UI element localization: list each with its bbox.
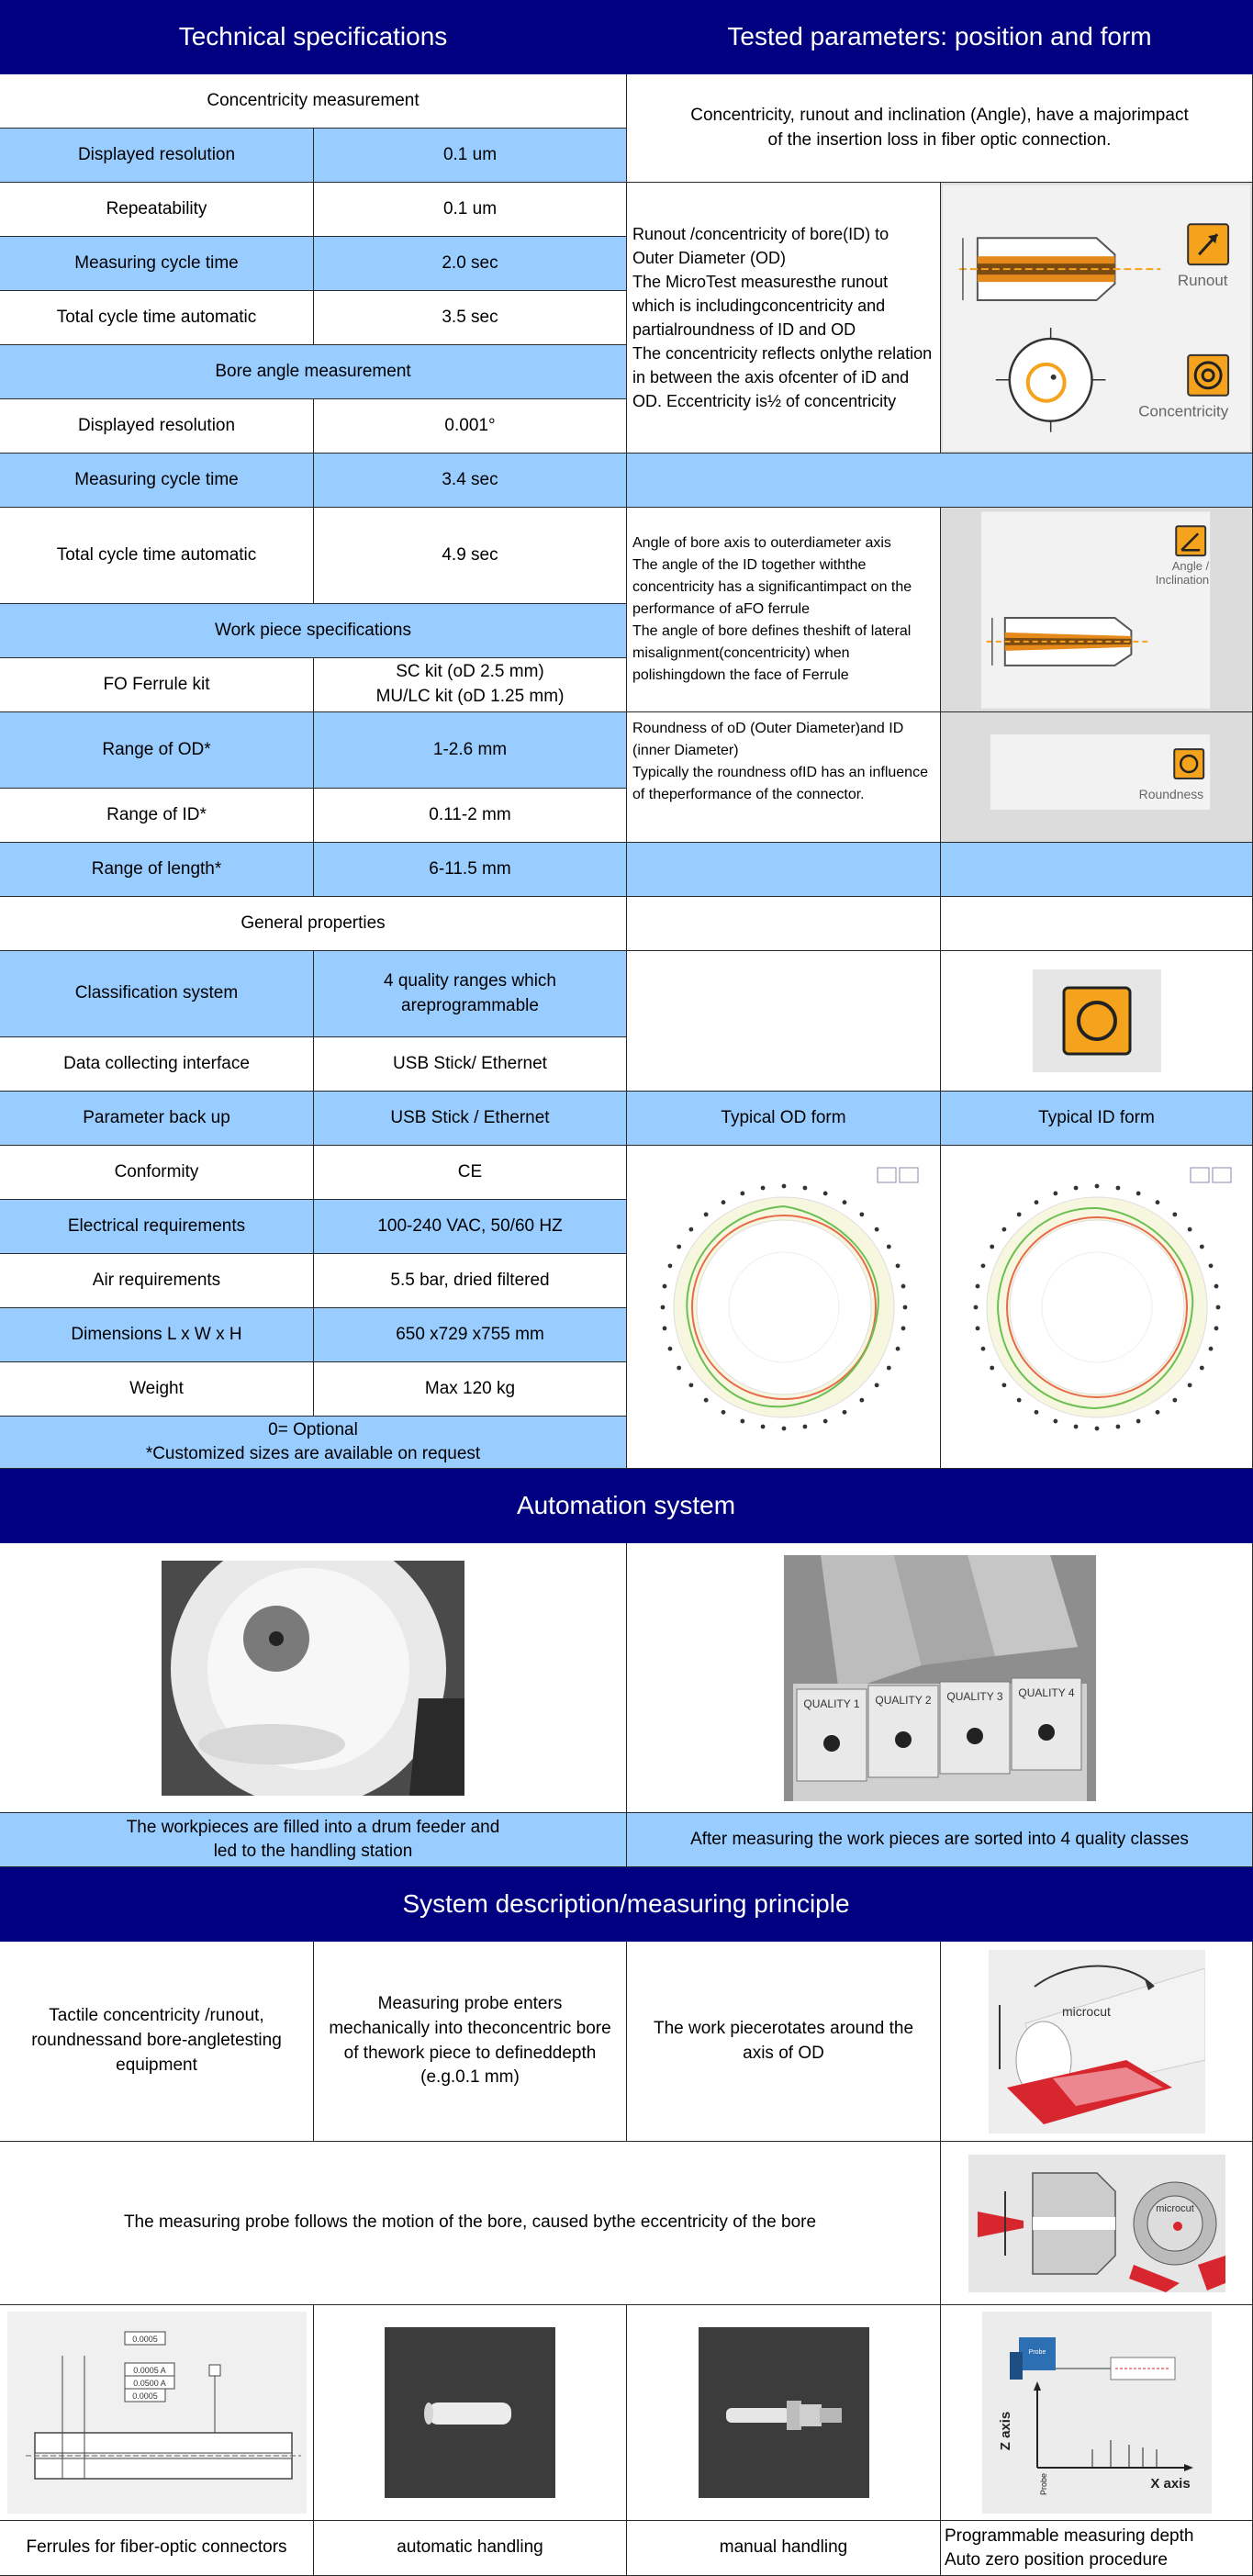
sorting-caption [627,1813,1253,1867]
tolerance-value-2: 0.0005 A [132,2366,166,2375]
workpiece-title-text: Work piece specifications [214,620,412,640]
concentricity-icon-label: Concentricity [1138,402,1229,420]
spec-value [314,1200,627,1254]
spec-value-text: CE [457,1161,483,1182]
quality-icon [1033,969,1161,1072]
plot-tick-dot [1034,1200,1038,1204]
spec-value-text: 3.5 sec [442,307,498,327]
spec-value [314,237,627,291]
concentricity-section-title [0,74,627,129]
angle-icon-label: Angle / [1171,558,1210,573]
probe-axis-label: Probe [1038,2472,1048,2495]
plot-tick-dot [688,1226,693,1231]
spec-label [0,843,314,897]
plot-tick-dot [1136,1418,1140,1423]
system-cell-2-text: Measuring probe enters mechanically into theconcentric bore of thework piece to defineddepth (e.g.0.1 mm) [329,1993,611,2088]
plot-tick-dot [1155,1409,1159,1414]
spec-label-text: Measuring cycle time [74,469,239,489]
microcut-label-probe: microcut [1155,2202,1194,2214]
spec-label [0,1200,314,1254]
plot-tick-dot [902,1305,907,1309]
runout-concentricity-diagram [941,183,1252,454]
probe-box-label: Probe [1028,2349,1046,2356]
bore-angle-title-text: Bore angle measurement [215,361,411,381]
plot-tick-dot [1187,1383,1191,1387]
depth-chart-cell [941,2305,1253,2521]
angle-inclination-diagram [941,508,1252,712]
spec-label [0,1037,314,1092]
concentricity-intro [627,74,1253,183]
spec-label-text: Classification system [74,983,239,1003]
spec-value-text: USB Stick/ Ethernet [393,1053,547,1073]
drum-feeder-caption-line1: The workpieces are filled into a drum feeder and [126,1818,500,1838]
drum-feeder-caption-line2: led to the handling station [213,1842,413,1861]
plot-tick-dot [1073,1424,1078,1428]
spec-value [314,1092,627,1146]
spec-value-text: 0.001° [444,415,496,435]
roundness-figure [941,712,1253,843]
concentricity-title-text: Concentricity measurement [207,90,420,110]
spec-label [0,399,314,454]
spec-value-text: USB Stick / Ethernet [390,1107,550,1127]
plot-tick-dot [1016,1397,1021,1402]
footnote-customized: *Customized sizes are available on request [145,1444,481,1463]
plot-tick-dot [859,1212,864,1216]
plot-tick-dot [1053,1418,1057,1423]
plot-tick-dot [760,1424,765,1428]
od-form-plot [627,1146,941,1469]
inclination-icon-label: Inclination [1155,572,1210,587]
manual-handling-photo-cell [627,2305,941,2521]
spec-label [0,1092,314,1146]
plot-tick-dot [1136,1191,1140,1195]
spec-label [0,712,314,789]
plot-tick-dot [901,1283,905,1288]
plot-tick-dot [1187,1226,1191,1231]
z-axis-label: Z axis [997,2411,1013,2451]
spec-value-text: 650 x729 x755 mm [396,1324,544,1344]
plot-tick-dot [802,1424,807,1428]
plot-tick-dot [740,1418,744,1423]
footnote-optional: 0= Optional [268,1420,358,1440]
spec-value [314,1308,627,1362]
plot-tick-dot [802,1185,807,1190]
plot-tick-dot [1094,1183,1099,1188]
drum-feeder-photo [162,1561,464,1796]
plot-tick-dot [703,1397,708,1402]
spec-value [314,291,627,345]
system-cell-3 [627,1942,941,2142]
roundness-icon [1174,749,1203,778]
plot-tick-dot [1214,1326,1218,1330]
spec-value-text: 4.9 sec [442,544,498,565]
spec-value [314,454,627,508]
plot-tick-dot [975,1326,979,1330]
spec-label-text: Displayed resolution [77,144,236,164]
tested-params-title: Tested parameters: position and form [727,22,1152,51]
tolerance-value-4: 0.0005 [131,2391,158,2401]
plot-tick-dot [874,1383,878,1387]
x-axis-label: X axis [1149,2476,1191,2492]
roundness-description-text: Roundness of oD (Outer Diameter)and ID (inner Diameter) Typically the roundness ofID has an influence of theperformance of the connector. [632,721,928,802]
plot-tick-dot [1214,1283,1218,1288]
plot-tick-dot [1155,1200,1159,1204]
ferrule-value-mulc: MU/LC kit (oD 1.25 mm) [375,687,565,706]
spec-value-text: 0.1 um [442,144,498,164]
spec-label [0,1362,314,1417]
runout-description [627,183,941,454]
tech-specs-title: Technical specifications [178,22,448,51]
plot-tick-dot [662,1283,666,1288]
spec-label-text: Dimensions L x W x H [71,1324,242,1344]
tolerance-value-3: 0.0500 A [132,2379,166,2388]
spec-label-text: Weight [129,1378,184,1398]
depth-caption [941,2521,1253,2576]
plot-tick-dot [842,1409,846,1414]
plot-tick-dot [662,1326,666,1330]
quality-sorting-photo-cell [627,1543,1253,1813]
spec-label-text: Repeatability [106,198,207,218]
spec-label-text: Total cycle time automatic [56,307,257,327]
system-cell-1-text: Tactile concentricity /runout, roundnessand bore-angletesting equipment [31,2006,282,2075]
spec-value [314,1037,627,1092]
footnote [0,1417,627,1469]
plot-tick-dot [1208,1263,1213,1268]
system-cell-3-text: The work piecerotates around the axis of OD [653,2018,914,2063]
spec-label [0,1308,314,1362]
od-polar-plot [637,1160,931,1454]
spec-label-text: Electrical requirements [67,1215,246,1236]
runout-figure [941,183,1253,454]
system-header [0,1867,1253,1942]
spec-label [0,658,314,712]
roundness-description [627,712,941,843]
probe-text: The measuring probe follows the motion of the bore, caused bythe eccentricity of the bore [123,2212,817,2233]
quality-sorting-photo [784,1555,1096,1801]
spec-value [314,843,627,897]
empty-cell [941,897,1253,951]
spec-value [314,399,627,454]
plot-tick-dot [901,1326,905,1330]
plot-tick-dot [667,1263,672,1268]
spec-value [314,712,627,789]
plot-tick-dot [842,1200,846,1204]
plot-tick-dot [677,1365,681,1370]
spec-label-text: Measuring cycle time [74,252,239,273]
ferrule-drawing-cell [0,2305,314,2521]
spec-value-text: 100-240 VAC, 50/60 HZ [377,1215,563,1236]
spec-value-text: 1-2.6 mm [432,739,508,759]
plot-tick-dot [688,1383,693,1387]
spec-value-text: 0.11-2 mm [429,804,511,824]
system-cell-1 [0,1942,314,2142]
id-polar-plot [950,1160,1244,1454]
plot-tick-dot [1115,1185,1120,1190]
spec-value-text: Max 120 kg [424,1378,516,1398]
manual-handling-photo [699,2327,869,2498]
probe-figure [941,2142,1253,2305]
plot-tick-dot [1199,1244,1203,1249]
drum-feeder-photo-cell [0,1543,627,1813]
rotation-diagram [989,1950,1205,2134]
blue-spacer [627,843,941,897]
blue-spacer [627,454,1253,508]
spec-label [0,291,314,345]
spec-value-text: 0.1 um [442,198,498,218]
spec-label-text: Displayed resolution [77,415,236,435]
angle-description-text: Angle of bore axis to outerdiameter axis The angle of the ID together withthe concentricity has a significantimpact on the performance of aFO ferrule The angle of bore defines theshift of lateral misalignment(concentricity) when polishingdown the face of Ferrule [632,535,912,683]
spec-label-text: Total cycle time automatic [56,544,257,565]
plot-tick-dot [1172,1397,1177,1402]
automation-header [0,1469,1253,1543]
plot-tick-dot [980,1346,985,1350]
typical-id-text: Typical ID form [1038,1107,1155,1127]
quality-icon-cell [941,951,1253,1092]
spec-label-text: FO Ferrule kit [103,674,210,694]
id-form-plot [941,1146,1253,1469]
plot-tick-dot [990,1365,994,1370]
probe-text-cell [0,2142,941,2305]
spec-value [314,1362,627,1417]
microcut-label-rotation: microcut [1061,2003,1111,2019]
tested-params-header [627,0,1253,74]
typical-od-header [627,1092,941,1146]
automatic-handling-caption-text: automatic handling [397,2537,543,2558]
spec-value [314,508,627,604]
empty-cell [627,897,941,951]
spec-label [0,1146,314,1200]
tech-specs-header [0,0,627,74]
roundness-icon-label: Roundness [1138,786,1204,801]
spec-label-text: Range of length* [91,858,222,879]
plot-tick-dot [1053,1191,1057,1195]
general-section-title [0,897,627,951]
plot-tick-dot [1001,1226,1006,1231]
quality-label-1: QUALITY 1 [802,1697,860,1710]
spec-value-text: 3.4 sec [442,469,498,489]
plot-tick-dot [1172,1212,1177,1216]
plot-tick-dot [1001,1383,1006,1387]
spec-value [314,183,627,237]
spec-value-text: 6-11.5 mm [429,858,511,879]
plot-tick-dot [1115,1424,1120,1428]
concentricity-intro-text: Concentricity, runout and inclination (Angle), have a majorimpact of the insertion loss in fiber optic connection. [690,105,1189,150]
measuring-depth-diagram [982,2312,1212,2514]
spec-label [0,237,314,291]
plot-tick-dot [980,1263,985,1268]
plot-tick-dot [822,1191,827,1195]
depth-caption-line1: Programmable measuring depth [945,2526,1194,2546]
system-cell-2 [314,1942,627,2142]
automatic-handling-caption [314,2521,627,2576]
plot-tick-dot [781,1183,786,1188]
plot-tick-dot [975,1283,979,1288]
spec-value-text: 2.0 sec [442,252,498,273]
classification-value-line2: areprogrammable [401,995,539,1015]
plot-tick-dot [895,1346,900,1350]
plot-tick-dot [781,1426,786,1430]
system-title: System description/measuring principle [402,1889,850,1919]
classification-value-line1: 4 quality ranges which [384,970,556,991]
blue-spacer [941,843,1253,897]
spec-label [0,508,314,604]
runout-icon-label: Runout [1177,271,1228,289]
plot-tick-dot [1208,1346,1213,1350]
spec-label [0,183,314,237]
manual-handling-caption-text: manual handling [719,2537,848,2558]
automatic-handling-photo-cell [314,2305,627,2521]
spec-label-text: Parameter back up [83,1107,230,1127]
runout-description-text: Runout /concentricity of bore(ID) to Outer Diameter (OD) The MicroTest measuresthe runout which is includingconcentricity and partialroundness of ID and OD The concentricity reflects onlythe relation in between the axis ofcenter of iD and OD. Eccentricity is½ of concentricity [632,224,933,411]
empty-cell [627,951,941,1092]
plot-tick-dot [1016,1212,1021,1216]
spec-label-text: Data collecting interface [63,1053,250,1073]
roundness-diagram [941,712,1252,843]
plot-tick-dot [740,1191,744,1195]
plot-tick-dot [1094,1426,1099,1430]
spec-value-text: 5.5 bar, dried filtered [390,1270,550,1290]
quality-label-2: QUALITY 2 [874,1693,932,1707]
spec-label [0,951,314,1037]
plot-tick-dot [874,1226,878,1231]
plot-tick-dot [859,1397,864,1402]
plot-tick-dot [721,1200,725,1204]
spec-label [0,789,314,843]
spec-value [314,789,627,843]
angle-figure [941,508,1253,712]
ferrule-technical-drawing [7,2312,307,2514]
plot-tick-dot [721,1409,725,1414]
spec-value [314,658,627,712]
plot-tick-dot [703,1212,708,1216]
ferrule-value-sc: SC kit (oD 2.5 mm) [396,662,544,682]
plot-tick-dot [822,1418,827,1423]
typical-id-header [941,1092,1253,1146]
spec-value [314,1254,627,1308]
plot-tick-dot [667,1346,672,1350]
general-title-text: General properties [241,913,386,933]
quality-label-3: QUALITY 3 [945,1689,1003,1703]
spec-value [314,129,627,183]
angle-description [627,508,941,712]
spec-label [0,1254,314,1308]
plot-tick-dot [973,1305,978,1309]
plot-tick-dot [1073,1185,1078,1190]
plot-tick-dot [895,1263,900,1268]
spec-label [0,129,314,183]
spec-label [0,454,314,508]
drum-feeder-caption [0,1813,627,1867]
depth-caption-line2: Auto zero position procedure [945,2549,1168,2570]
ferrules-caption [0,2521,314,2576]
workpiece-section-title [0,604,627,658]
spec-label-text: Air requirements [92,1270,221,1290]
plot-tick-dot [760,1185,765,1190]
plot-tick-dot [990,1244,994,1249]
manual-handling-caption [627,2521,941,2576]
plot-tick-dot [1215,1305,1220,1309]
plot-tick-dot [886,1365,890,1370]
plot-tick-dot [886,1244,890,1249]
plot-tick-dot [1034,1409,1038,1414]
plot-tick-dot [677,1244,681,1249]
spec-label-text: Range of ID* [106,804,207,824]
spec-label-text: Conformity [114,1161,199,1182]
sorting-caption-text: After measuring the work pieces are sorted into 4 quality classes [690,1829,1189,1849]
ferrules-caption-text: Ferrules for fiber-optic connectors [26,2537,287,2558]
spec-label-text: Range of OD* [102,739,211,759]
tolerance-value-1: 0.0005 [131,2335,158,2344]
plot-tick-dot [660,1305,665,1309]
automatic-handling-photo [385,2327,555,2498]
bore-angle-section-title [0,345,627,399]
quality-label-4: QUALITY 4 [1017,1686,1075,1699]
spec-value [314,951,627,1037]
rotation-figure [941,1942,1253,2142]
typical-od-text: Typical OD form [721,1107,846,1127]
automation-title: Automation system [516,1491,736,1520]
spec-value [314,1146,627,1200]
probe-diagram [968,2155,1225,2292]
plot-tick-dot [1199,1365,1203,1370]
